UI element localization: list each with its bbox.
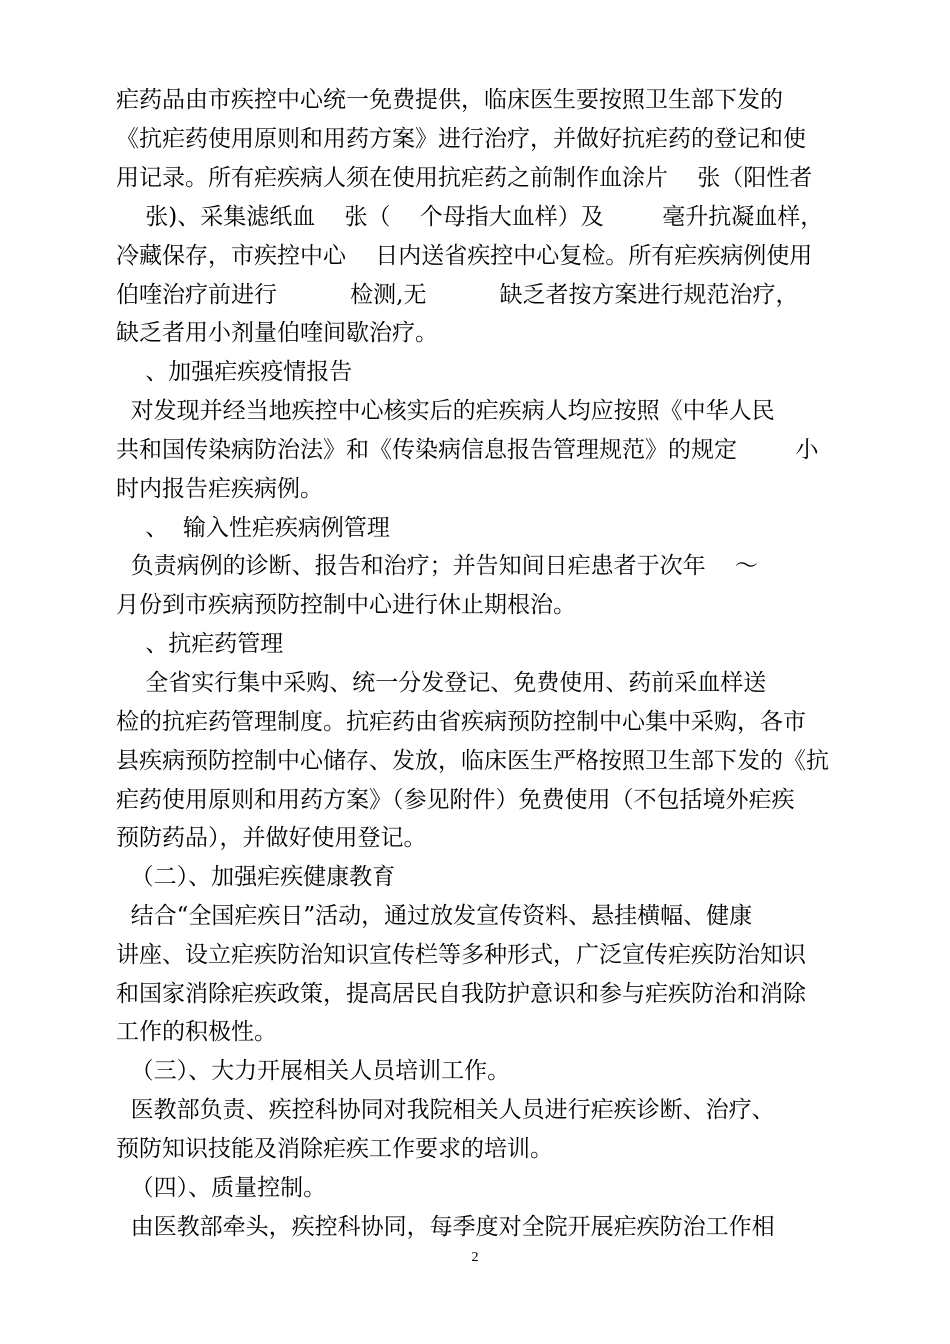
text-line: 缺乏者用小剂量伯喹间歇治疗。 [116, 320, 438, 346]
section-heading: （四）、质量控制。 [116, 1175, 327, 1201]
text-line: 县疾病预防控制中心储存、发放，临床医生严格按照卫生部下发的《抗 [116, 748, 829, 774]
text-line: 预防知识技能及消除疟疾工作要求的培训。 [116, 1136, 553, 1162]
section-heading: （二）、加强疟疾健康教育 [116, 864, 396, 890]
section-heading: 、抗疟药管理 [116, 631, 284, 657]
text-line: 医教部负责、疾控科协同对我院相关人员进行疟疾诊断、治疗、 [116, 1097, 775, 1123]
text-line: 对发现并经当地疾控中心核实后的疟疾病人均应按照《中华人民 [116, 398, 775, 424]
text-line: 冷藏保存，市疾控中心 日内送省疾控中心复检。所有疟疾病例使用 [116, 243, 813, 269]
text-line: 用记录。所有疟疾病人须在使用抗疟药之前制作血涂片 张（阳性者 [116, 165, 813, 191]
text-line: 时内报告疟疾病例。 [116, 476, 323, 502]
text-line: 疟药品由市疾控中心统一免费提供，临床医生要按照卫生部下发的 [116, 87, 783, 113]
text-line: 检的抗疟药管理制度。抗疟药由省疾病预防控制中心集中采购，各市 [116, 709, 806, 735]
section-heading: （三）、大力开展相关人员培训工作。 [116, 1058, 511, 1084]
text-line: 负责病例的诊断、报告和治疗；并告知间日疟患者于次年 ～ [116, 553, 758, 579]
text-line: 伯喹治疗前进行 检测,无 缺乏者按方案进行规范治疗， [116, 282, 799, 308]
text-line: 张)、采集滤纸血 张（ 个母指大血样）及 毫升抗凝血样， [116, 204, 824, 230]
text-line: 共和国传染病防治法》和《传染病信息报告管理规范》的规定 小 [116, 437, 819, 463]
text-line: 和国家消除疟疾政策，提高居民自我防护意识和参与疟疾防治和消除 [116, 981, 806, 1007]
text-line: 全省实行集中采购、统一分发登记、免费使用、药前采血样送 [116, 670, 767, 696]
section-heading: 、 输入性疟疾病例管理 [116, 515, 390, 541]
page-number: 2 [471, 1250, 479, 1265]
text-line: 讲座、设立疟疾防治知识宣传栏等多种形式，广泛宣传疟疾防治知识 [116, 942, 806, 968]
text-line: 预防药品），并做好使用登记。 [116, 825, 427, 851]
text-line: 工作的积极性。 [116, 1019, 277, 1045]
text-line: 结合“全国疟疾日”活动，通过放发宣传资料、悬挂横幅、健康 [116, 903, 753, 929]
text-line: 月份到市疾病预防控制中心进行休止期根治。 [116, 592, 576, 618]
section-heading: 、加强疟疾疫情报告 [116, 359, 353, 385]
text-line: 由医教部牵头，疾控科协同，每季度对全院开展疟疾防治工作相 [116, 1214, 775, 1240]
text-line: 《抗疟药使用原则和用药方案》进行治疗，并做好抗疟药的登记和使 [116, 126, 806, 152]
text-line: 疟药使用原则和用药方案》（参见附件）免费使用（不包括境外疟疾 [116, 787, 795, 813]
